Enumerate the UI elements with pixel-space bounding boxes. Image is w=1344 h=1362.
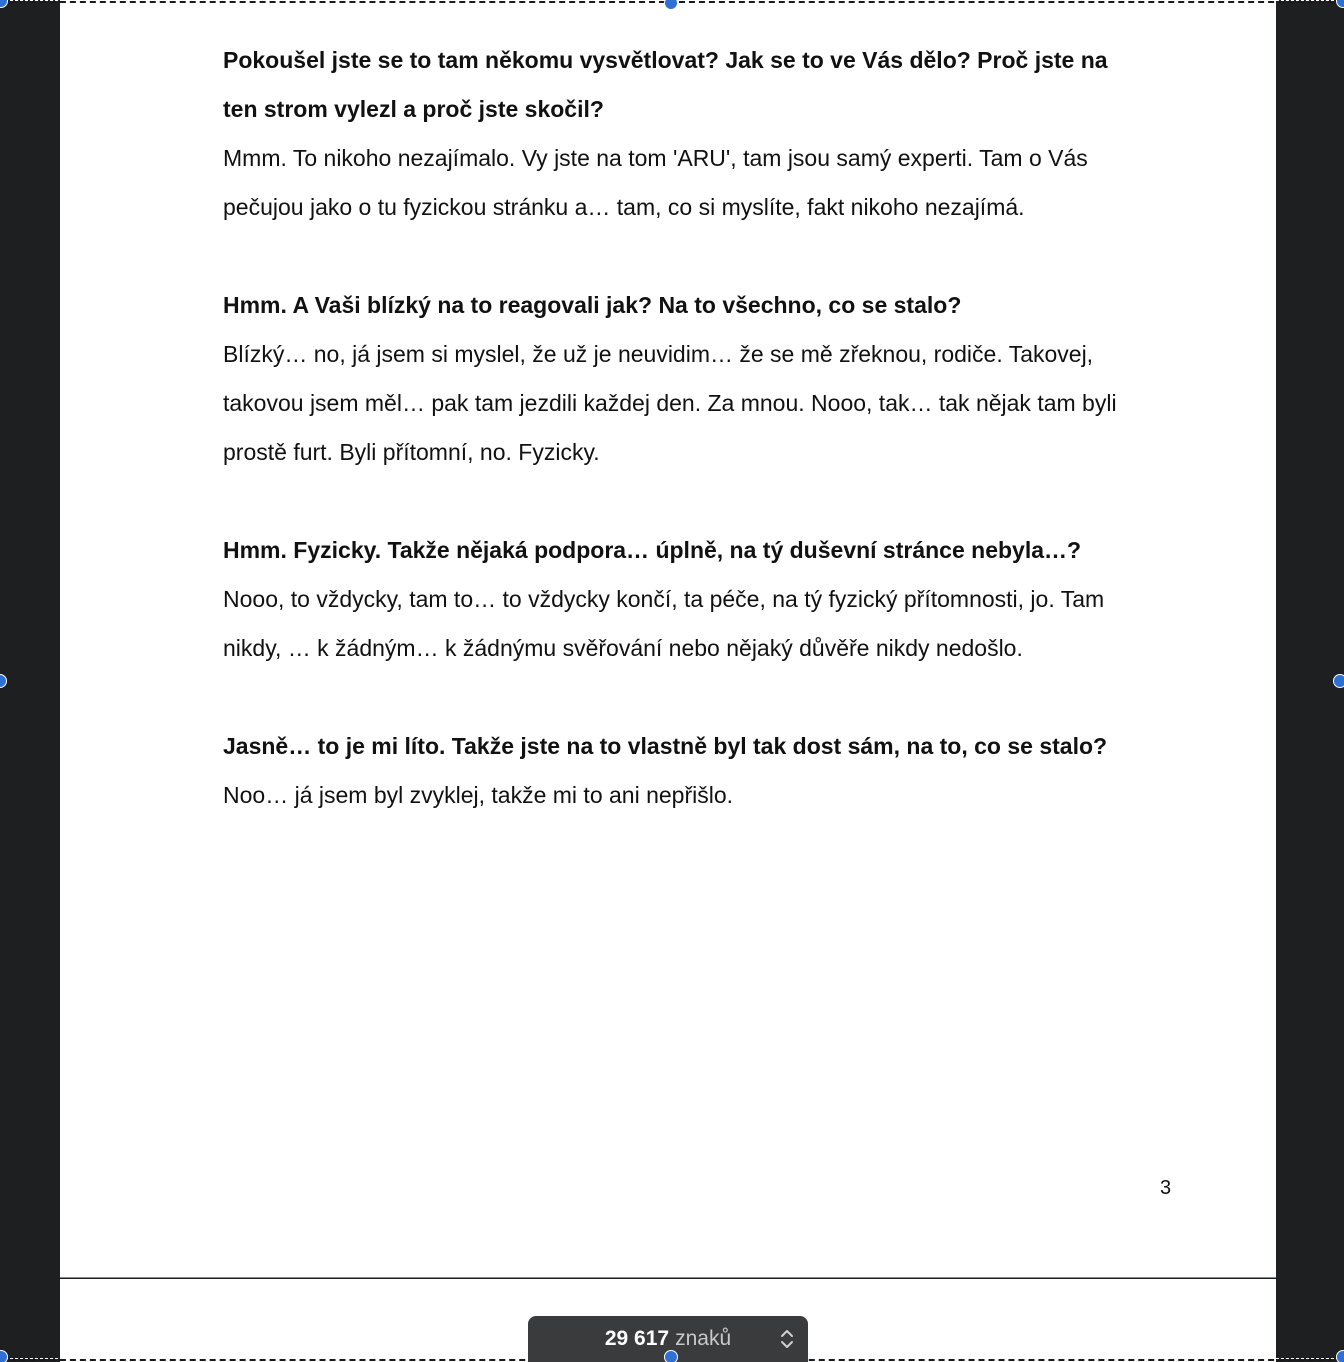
answer-text: Noo… já jsem byl zvyklej, takže mi to ani nepřišlo. bbox=[223, 782, 734, 808]
selection-handle-bottom[interactable] bbox=[664, 1350, 678, 1362]
qa-block bbox=[223, 281, 1123, 477]
qa-block bbox=[223, 722, 1123, 820]
question-text: Hmm. Fyzicky. Takže nějaká podpora… úplně, na tý duševní stránce nebyla…? bbox=[223, 537, 1082, 563]
page-number: 3 bbox=[1160, 1177, 1172, 1199]
answer-text: Blízký… no, já jsem si myslel, že už je neuvidim… že se mě zřeknou, rodiče. Takovej, takovou jsem měl… pak tam jezdili každej den. Za mnou. Nooo, tak… tak nějak tam byli prostě furt. Byli přítomní, no. Fyzicky. bbox=[223, 341, 1117, 465]
character-count-unit: znaků bbox=[675, 1327, 732, 1350]
document-body[interactable] bbox=[223, 36, 1123, 869]
question-text: Hmm. A Vaši blízký na to reagovali jak? Na to všechno, co se stalo? bbox=[223, 292, 962, 318]
question-text: Jasně… to je mi líto. Takže jste na to vlastně byl tak dost sám, na to, co se stalo? bbox=[223, 733, 1108, 759]
page-break-divider bbox=[60, 1277, 1276, 1278]
question-text: Pokoušel jste se to tam někomu vysvětlovat? Jak se to ve Vás dělo? Proč jste na ten strom vylezl a proč jste skočil? bbox=[223, 47, 1108, 122]
selection-handle-bottom-left[interactable] bbox=[0, 1350, 8, 1362]
selection-handle-top-right[interactable] bbox=[1336, 0, 1344, 8]
character-count-value: 29 617 bbox=[604, 1327, 670, 1350]
selection-handle-bottom-right[interactable] bbox=[1336, 1350, 1344, 1362]
answer-text: Nooo, to vždycky, tam to… to vždycky končí, ta péče, na tý fyzický přítomnosti, jo. Tam nikdy, … k žádným… k žádnýmu svěřování nebo nějaký důvěře nikdy nedošlo. bbox=[223, 586, 1105, 661]
document-page[interactable] bbox=[60, 0, 1276, 1278]
up-down-chevron-icon[interactable] bbox=[780, 1327, 794, 1351]
selection-handle-right[interactable] bbox=[1333, 674, 1344, 688]
qa-block bbox=[223, 36, 1123, 232]
selection-handle-left[interactable] bbox=[0, 674, 7, 688]
selection-handle-top-left[interactable] bbox=[0, 0, 8, 8]
qa-block bbox=[223, 526, 1123, 673]
answer-text: Mmm. To nikoho nezajímalo. Vy jste na tom 'ARU', tam jsou samý experti. Tam o Vás pečujou jako o tu fyzickou stránku a… tam, co si myslíte, fakt nikoho nezajímá. bbox=[223, 145, 1088, 220]
